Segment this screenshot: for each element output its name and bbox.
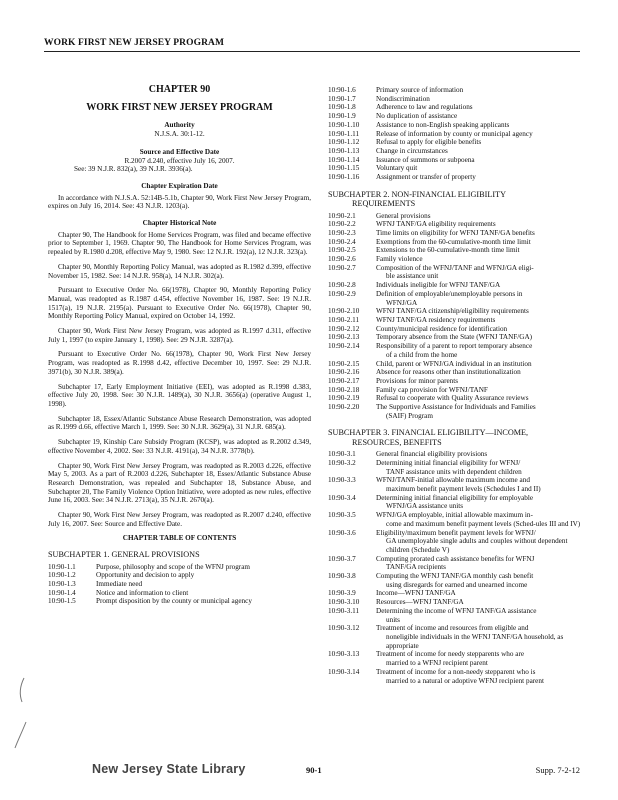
section-number: 10:90-2.15 (328, 359, 360, 368)
toc-entry (328, 386, 591, 395)
section-title-text: Primary source of information (376, 86, 464, 94)
section-title-text: Income—WFNJ TANF/GA (376, 589, 456, 598)
section-number: 10:90-1.4 (48, 588, 76, 597)
section-title (376, 342, 591, 359)
toc-entry (328, 138, 591, 147)
section-title (376, 476, 591, 493)
section-number: 10:90-3.2 (328, 458, 356, 467)
toc-entry (328, 307, 591, 316)
toc-entry (328, 598, 591, 607)
toc-entry (328, 255, 591, 264)
section-number: 10:90-2.4 (328, 237, 356, 246)
section-number: 10:90-2.7 (328, 263, 356, 272)
section-title (376, 459, 591, 476)
section-title-text: Eligibility/maximum benefit payment levels for WFNJ/ (376, 528, 536, 537)
section-title (376, 290, 591, 307)
toc-entry (328, 212, 591, 221)
history-paragraph: Chapter 90, Work First New Jersey Program, was adopted as R.1997 d.311, effective July 1, 1997 (to expire January 1, 1998). See: 29 N.J.R. 3287(a). (48, 327, 311, 344)
section-title-text: Resources—WFNJ TANF/GA (376, 598, 464, 607)
margin-annotation-icon (14, 718, 28, 758)
expiration-text: In accordance with N.J.S.A. 52:14B-5.1b, Chapter 90, Work First New Jersey Program, expires on July 16, 2014. See: 43 N.J.R. 1203(a). (48, 193, 311, 211)
subchapter-3-list (328, 450, 591, 685)
section-title-text: Treatment of income for needy stepparents who are (376, 650, 525, 659)
section-title-text: Computing prorated cash assistance benefits for WFNJ (376, 554, 535, 563)
section-title (376, 156, 591, 165)
toc-entry (328, 450, 591, 459)
section-title-continued: ble assistance unit (386, 272, 439, 281)
toc-entry (328, 555, 591, 572)
section-number: 10:90-3.6 (328, 528, 356, 537)
section-title-text: Individuals ineligible for WFNJ TANF/GA (376, 281, 501, 290)
section-number: 10:90-3.13 (328, 650, 360, 659)
section-title (376, 130, 591, 139)
subchapter-1-heading: SUBCHAPTER 1. GENERAL PROVISIONS (48, 550, 200, 560)
section-number: 10:90-1.16 (328, 173, 360, 182)
section-title-text: Adherence to law and regulations (376, 103, 473, 112)
section-title-continued: TANF/GA recipients (386, 563, 446, 572)
section-number: 10:90-1.1 (48, 562, 76, 571)
section-title (376, 95, 591, 104)
history-paragraph: Chapter 90, Monthly Reporting Policy Manual, was adopted as R.1982 d.399, effective November 15, 1982. See: 14 N.J.R. 958(a), 14 N.J.R. 302(a). (48, 262, 311, 280)
toc-entry (328, 147, 591, 156)
section-title-text: Refusal to cooperate with Quality Assurance reviews (376, 394, 529, 403)
history-paragraph: Pursuant to Executive Order No. 66(1978), Chapter 90, Work First New Jersey Program, was readopted as R.1998 d.42, effective December 10, 1997. See: 29 N.J.R. 3971(b), 30 N.J.R. 389(a). (48, 350, 311, 376)
section-number: 10:90-3.3 (328, 476, 356, 485)
history-paragraph: Chapter 90, The Handbook for Home Services Program, was filed and became effective prior to September 1, 1969. Chapter 90, The Handbook for Home Services Program, was repealed by R.1980 d.208, effective May 9, 1980. See: 12 N.J.R. 192(a), 12 N.J.R. 323(a). (48, 230, 311, 257)
section-title (376, 255, 591, 264)
section-title-text: Family violence (376, 255, 423, 264)
section-title-text: WFNJ/TANF-initial allowable maximum income and (376, 476, 530, 485)
section-title (376, 377, 591, 386)
section-title-continued: maximum benefit payment levels (Schedules I and II) (386, 485, 541, 494)
section-title (376, 220, 591, 229)
section-title-text: Child, parent or WFNJ/GA individual in an institution (376, 359, 532, 368)
history-notes (48, 231, 311, 529)
section-number: 10:90-1.9 (328, 112, 356, 121)
toc-entry (328, 624, 591, 650)
section-title (96, 597, 311, 606)
section-title-continued: WFNJ/GA (386, 298, 418, 307)
section-title (376, 173, 591, 182)
toc-entry (328, 86, 591, 95)
section-number: 10:90-3.10 (328, 598, 360, 607)
section-title (376, 368, 591, 377)
section-title-text: Assignment or transfer of property (376, 173, 476, 182)
section-number: 10:90-2.14 (328, 342, 360, 351)
section-title-text: Family cap provision for WFNJ/TANF (376, 385, 488, 394)
section-title-text: The Supportive Assistance for Individuals and Families (376, 403, 536, 412)
section-number: 10:90-1.8 (328, 103, 356, 112)
section-number: 10:90-3.11 (328, 606, 360, 615)
section-number: 10:90-1.10 (328, 120, 360, 129)
toc-entry (328, 325, 591, 334)
toc-entry (328, 476, 591, 493)
section-number: 10:90-2.5 (328, 246, 356, 255)
history-paragraph: Pursuant to Executive Order No. 66(1978), Chapter 90, Monthly Reporting Policy Manual, was readopted as R.1987 d.454, effective November 16, 1987. See: 19 N.J.R. 1517(a), 19 N.J.R. 2195(a). Pursuant to Executive Order No. 66(1978), Chapter 90, Monthly Reporting Policy Manual, expired on October 14, 1992. (48, 286, 311, 321)
toc-entry (328, 394, 591, 403)
section-title (96, 580, 311, 589)
section-number: 10:90-2.13 (328, 333, 360, 342)
section-title-text: Voluntary quit (376, 164, 418, 173)
section-title (376, 450, 591, 459)
section-title (376, 598, 591, 607)
subchapter-2-title-cont: REQUIREMENTS (352, 199, 416, 209)
section-title-text: Notice and information to client (96, 588, 189, 597)
toc-entry (328, 156, 591, 165)
running-head: WORK FIRST NEW JERSEY PROGRAM (44, 38, 580, 52)
subchapter-2-list (328, 212, 591, 421)
chapter-title: WORK FIRST NEW JERSEY PROGRAM (86, 101, 273, 113)
history-paragraph: Chapter 90, Work First New Jersey Program, was readopted as R.2003 d.226, effective May 5, 2003. As a part of R.2003 d.226, Subchapter 18, Essex/Atlantic Substance Abuse Research Demonstration, was repealed and Subchapter 18, Substance Abuse, and Subchapter 20, The Family Violence Option Initiative, were adopted as new rules, effective June 16, 2003. See: 34 N.J.R. 2713(a), 35 N.J.R. 2670(a). (48, 461, 311, 505)
section-number: 10:90-2.16 (328, 368, 360, 377)
section-number: 10:90-1.12 (328, 138, 360, 147)
toc-entry (328, 103, 591, 112)
section-number: 10:90-2.11 (328, 315, 360, 324)
section-title (376, 229, 591, 238)
section-title (376, 494, 591, 511)
section-title-text: Refusal to apply for eligible benefits (376, 138, 482, 147)
toc-heading: CHAPTER TABLE OF CONTENTS (122, 534, 237, 543)
toc-entry (328, 121, 591, 130)
section-title (376, 511, 591, 528)
section-title (96, 563, 311, 572)
section-title-text: Time limits on eligibility for WFNJ TANF/GA benefits (376, 228, 535, 237)
section-title (376, 386, 591, 395)
toc-entry (328, 220, 591, 229)
toc-entry (328, 342, 591, 359)
toc-entry (328, 360, 591, 369)
section-number: 10:90-1.6 (328, 86, 356, 94)
toc-entry (328, 403, 591, 420)
section-number: 10:90-2.2 (328, 220, 356, 229)
subchapter-3-heading (328, 428, 591, 447)
section-title (376, 212, 591, 221)
toc-entry (328, 112, 591, 121)
section-title-text: Determining the income of WFNJ TANF/GA assistance (376, 606, 537, 615)
section-title-text: WFNJ TANF/GA residency requirements (376, 315, 496, 324)
section-title-text: General financial eligibility provisions (376, 450, 488, 459)
toc-entry (328, 238, 591, 247)
section-title-continued: married to a natural or adoptive WFNJ recipient parent (386, 676, 544, 685)
section-title-continued: using disregards for earned and unearned income (386, 580, 528, 589)
section-title (376, 138, 591, 147)
section-number: 10:90-1.11 (328, 129, 360, 138)
toc-entry (328, 377, 591, 386)
section-title (376, 333, 591, 342)
section-title (376, 650, 591, 667)
toc-entry (328, 494, 591, 511)
section-number: 10:90-2.8 (328, 281, 356, 290)
section-number: 10:90-1.13 (328, 146, 360, 155)
section-number: 10:90-2.6 (328, 255, 356, 264)
history-paragraph: Chapter 90, Work First New Jersey Program, was readopted as R.2007 d.240, effective July 16, 2007. See: Source and Effective Date. (48, 511, 311, 528)
section-title-text: Treatment of income for a non-needy stepparent who is (376, 667, 536, 676)
toc-entry (48, 580, 311, 589)
section-number: 10:90-3.4 (328, 493, 356, 502)
section-title-text: Computing the WFNJ TANF/GA monthly cash benefit (376, 572, 534, 581)
section-number: 10:90-2.19 (328, 394, 360, 403)
section-title (376, 316, 591, 325)
toc-entry (48, 597, 311, 606)
toc-entry (328, 459, 591, 476)
toc-entry (328, 529, 591, 555)
section-number: 10:90-1.15 (328, 164, 360, 173)
toc-entry (328, 607, 591, 624)
supplement-date: Supp. 7-2-12 (535, 765, 580, 775)
subchapter-3-title: SUBCHAPTER 3. FINANCIAL ELIGIBILITY—INCOME, (328, 428, 529, 438)
section-title-continued: married to a WFNJ recipient parent (386, 659, 488, 668)
toc-entry (328, 589, 591, 598)
toc-entry (328, 290, 591, 307)
section-title (376, 164, 591, 173)
toc-entry (48, 589, 311, 598)
page-number: 90-1 (306, 765, 322, 775)
history-paragraph: Subchapter 19, Kinship Care Subsidy Program (KCSP), was adopted as R.2002 d.349, effective November 4, 2002. See: 33 N.J.R. 4191(a), 34 N.J.R. 3778(b). (48, 438, 311, 455)
section-title-text: WFNJ/GA employable, initial allowable maximum in- (376, 511, 533, 520)
section-number: 10:90-3.8 (328, 572, 356, 581)
section-title (376, 147, 591, 156)
section-title-text: County/municipal residence for identification (376, 324, 508, 333)
section-title-text: Nondiscrimination (376, 94, 430, 103)
section-number: 10:90-3.14 (328, 667, 360, 676)
toc-entry (328, 333, 591, 342)
authority-text: N.J.S.A. 30:1-12. (154, 130, 205, 139)
section-title-text: Provisions for minor parents (376, 376, 459, 385)
section-title (376, 394, 591, 403)
section-number: 10:90-2.1 (328, 211, 356, 220)
section-title (96, 571, 311, 580)
section-title-text: Release of information by county or municipal agency (376, 129, 533, 138)
toc-entry (328, 572, 591, 589)
section-number: 10:90-2.9 (328, 289, 356, 298)
chapter-number: CHAPTER 90 (148, 84, 211, 95)
section-number: 10:90-3.1 (328, 450, 356, 459)
toc-entry (328, 246, 591, 255)
section-title-text: WFNJ TANF/GA citizenship/eligibility requirements (376, 307, 529, 316)
section-number: 10:90-2.17 (328, 376, 360, 385)
section-title-continued: come and maximum benefit payment levels (Sched-ules III and IV) (386, 519, 581, 528)
section-number: 10:90-1.7 (328, 94, 356, 103)
toc-entry (48, 571, 311, 580)
toc-entry (328, 264, 591, 281)
section-title (376, 307, 591, 316)
subchapter-1-list-continued (328, 86, 591, 182)
section-title-text: Opportunity and decision to apply (96, 571, 195, 580)
section-title-text: General provisions (376, 211, 431, 220)
section-title-continued: GA unemployable single adults and couples without dependent children (Schedule V) (386, 537, 568, 554)
section-title (376, 572, 591, 589)
section-number: 10:90-2.3 (328, 228, 356, 237)
expiration-heading: Chapter Expiration Date (141, 181, 218, 190)
section-title (376, 264, 591, 281)
section-title (376, 403, 591, 420)
section-title (376, 668, 591, 685)
section-title (376, 112, 591, 121)
section-title (376, 529, 591, 555)
section-title (376, 607, 591, 624)
section-title-text: Absence for reasons other than institutionalization (376, 368, 521, 377)
section-title-text: Definition of employable/unemployable persons in (376, 289, 523, 298)
section-number: 10:90-2.20 (328, 403, 360, 412)
section-number: 10:90-2.10 (328, 307, 360, 316)
toc-entry (328, 95, 591, 104)
history-paragraph: Subchapter 17, Early Employment Initiative (EEI), was adopted as R.1998 d.383, effective July 20, 1998. See: 30 N.J.R. 1489(a), 30 N.J.R. 3656(a) (operative August 1, 1998). (48, 382, 311, 408)
history-heading: Chapter Historical Note (142, 219, 217, 228)
section-title (376, 325, 591, 334)
source-line: R.2007 d.240, effective July 16, 2007. (124, 156, 235, 165)
toc-entry (328, 164, 591, 173)
section-title-text: Prompt disposition by the county or municipal agency (96, 597, 252, 606)
section-title-text: Determining initial financial eligibility for employable (376, 493, 534, 502)
toc-entry (328, 130, 591, 139)
section-title-continued: TANF assistance units with dependent children (386, 467, 522, 476)
section-title-text: Assistance to non-English speaking applicants (376, 120, 510, 129)
toc-entry (328, 173, 591, 182)
subchapter-2-heading (328, 190, 591, 209)
toc-entry (328, 316, 591, 325)
history-paragraph: Subchapter 18, Essex/Atlantic Substance Abuse Research Demonstration, was adopted as R.1999 d.66, effective March 1, 1999. See: 30 N.J.R. 3629(a), 31 N.J.R. 685(a). (48, 414, 311, 432)
section-title (376, 360, 591, 369)
section-title-continued: of a child from the home (386, 350, 458, 359)
section-number: 10:90-1.5 (48, 597, 76, 606)
subchapter-1-list (48, 563, 311, 607)
authority-heading: Authority (164, 121, 195, 130)
library-stamp: New Jersey State Library (92, 762, 246, 776)
section-title-continued: (SAIF) Program (386, 411, 433, 420)
section-number: 10:90-2.18 (328, 385, 360, 394)
section-title-text: Extensions to the 60-cumulative-month time limit (376, 246, 520, 255)
section-title-continued: noneligible individuals in the WFNJ TANF/GA household, as appropriate (386, 633, 564, 650)
margin-annotation-icon (14, 676, 28, 716)
section-title-text: Determining initial financial eligibility for WFNJ/ (376, 458, 521, 467)
toc-entry (328, 650, 591, 667)
section-number: 10:90-3.5 (328, 511, 356, 520)
section-title-text: Treatment of income and resources from eligible and (376, 624, 529, 633)
section-title (376, 555, 591, 572)
section-title-text: Responsibility of a parent to report temporary absence (376, 342, 533, 351)
section-title (376, 121, 591, 130)
section-title (376, 624, 591, 650)
section-number: 10:90-2.12 (328, 324, 360, 333)
section-title-text: Change in circumstances (376, 146, 448, 155)
toc-entry (328, 229, 591, 238)
section-title-text: Immediate need (96, 579, 143, 588)
section-title-text: Exemptions from the 60-cumulative-month time limit (376, 237, 531, 246)
subchapter-2-title: SUBCHAPTER 2. NON-FINANCIAL ELIGIBILITY (328, 189, 506, 199)
source-see: See: 39 N.J.R. 832(a), 39 N.J.R. 3936(a). (74, 165, 193, 174)
section-title-text: Issuance of summons or subpoena (376, 155, 475, 164)
section-number: 10:90-3.9 (328, 589, 356, 598)
section-title (96, 589, 311, 598)
section-title-text: Composition of the WFNJ/TANF and WFNJ/GA eligi- (376, 263, 534, 272)
toc-entry (48, 563, 311, 572)
section-title-text: Purpose, philosophy and scope of the WFNJ program (96, 562, 250, 571)
section-title-text: WFNJ TANF/GA eligibility requirements (376, 220, 496, 229)
section-number: 10:90-3.12 (328, 624, 360, 633)
right-column (328, 86, 591, 685)
toc-entry (328, 281, 591, 290)
section-title (376, 246, 591, 255)
section-title-text: Temporary absence from the State (WFNJ TANF/GA) (376, 333, 533, 342)
toc-entry (328, 668, 591, 685)
left-column (48, 86, 311, 606)
section-title-text: No duplication of assistance (376, 112, 458, 121)
section-title (376, 103, 591, 112)
toc-entry (328, 368, 591, 377)
section-title-continued: units (386, 615, 400, 624)
section-title (376, 238, 591, 247)
section-number: 10:90-1.2 (48, 571, 76, 580)
section-title-continued: WFNJ/GA assistance units (386, 502, 464, 511)
section-number: 10:90-3.7 (328, 554, 356, 563)
toc-entry (328, 511, 591, 528)
section-title (376, 589, 591, 598)
subchapter-3-title-cont: RESOURCES, BENEFITS (352, 437, 442, 447)
section-title (376, 86, 591, 95)
section-title (376, 281, 591, 290)
section-number: 10:90-1.3 (48, 579, 76, 588)
source-heading: Source and Effective Date (139, 147, 220, 156)
section-number: 10:90-1.14 (328, 155, 360, 164)
